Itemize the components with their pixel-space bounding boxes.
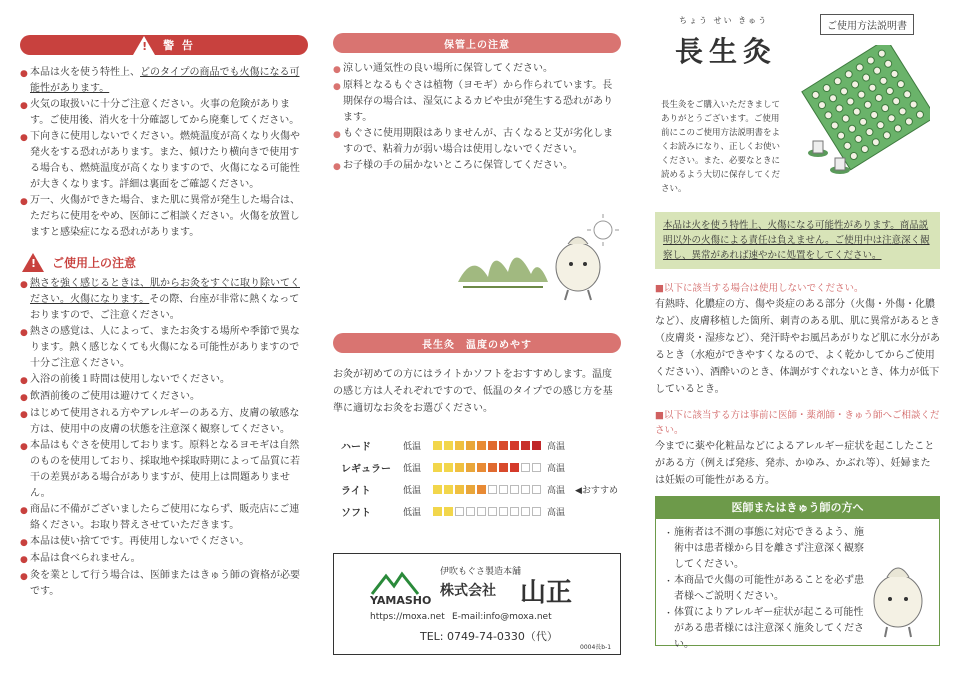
- gauge-segment: [466, 507, 475, 516]
- caution-list: [20, 276, 308, 600]
- warnings-column: [20, 0, 308, 600]
- gauge-high-label: 高温: [547, 441, 566, 452]
- company-box: [333, 553, 621, 655]
- gauge-segment: [510, 507, 519, 516]
- gauge-segment: [433, 507, 442, 516]
- gauge-row: [341, 434, 621, 456]
- doctor-panel-header: 医師またはきゅう師の方へ: [656, 497, 939, 519]
- gauge-segment: [499, 485, 508, 494]
- storage-item: ● 原料となるもぐさは植物（ヨモギ）から作られています。長期保存の場合は、湿気によるカビや虫が発生する恐れがあります。: [333, 78, 621, 126]
- gauge-bar: [433, 485, 541, 494]
- gauge-segment: [455, 485, 464, 494]
- caution-item: ● 灸を業として行う場合は、医師またはきゅう師の資格が必要です。: [20, 568, 308, 600]
- gauge-bar: [433, 507, 541, 516]
- warning-triangle-icon: !: [133, 36, 155, 55]
- moxa-mascot-icon: [863, 549, 933, 639]
- gauge-segment: [521, 463, 530, 472]
- temperature-intro: お灸が初めての方にはライトかソフトをおすすめします。温度の感じ方は人それぞれですので、低温のタイプでの感じ方を基準に適切なお灸をお選びください。: [333, 369, 613, 414]
- gauge-segment: [433, 485, 442, 494]
- mugwort-plant-icon: [458, 257, 548, 287]
- bullet-icon: ●: [20, 393, 28, 403]
- bullet-icon: ●: [20, 328, 28, 338]
- smoke-sun-icon: [587, 214, 619, 246]
- gauge-segment: [521, 441, 530, 450]
- bullet-icon: ・: [664, 577, 674, 587]
- gauge-segment: [532, 463, 541, 472]
- gauge-segment: [532, 507, 541, 516]
- consult-section: ■以下に該当する方は事前に医師・薬剤師・きゅう師へご相談ください。 今までに薬や化粧品などによるアレルギー症状を起こしたことがある方（例えば発疹、発赤、かゆみ、かぶれ等）、妊婦または妊娠の可能性がある方。: [655, 410, 940, 486]
- caution-item: ● 本品はもぐさを使用しております。原料となるヨモギは自然のものを使用しており、採取地や採取時期によって品質に若干の差異がある場合がありますが、使用上は問題ありません。: [20, 438, 308, 502]
- gauge-segment: [455, 463, 464, 472]
- bullet-icon: ●: [20, 442, 28, 452]
- gauge-bar: [433, 463, 541, 472]
- bullet-icon: ●: [20, 197, 28, 207]
- gauge-segment: [444, 485, 453, 494]
- warning-header: ! 警 告: [20, 35, 308, 55]
- bullet-icon: ●: [20, 69, 28, 79]
- phone-number: TEL: 0749-74-0330（代）: [420, 630, 558, 643]
- temperature-gauges: [341, 434, 621, 522]
- caution-item: ● 本品は使い捨てです。再使用しないでください。: [20, 534, 308, 551]
- storage-column: [333, 0, 621, 651]
- bullet-icon: ●: [333, 162, 341, 172]
- gauge-low-label: 低温: [403, 441, 422, 452]
- bullet-icon: ●: [20, 410, 28, 420]
- email-link[interactable]: E-mail:info@moxa.net: [452, 612, 552, 622]
- company-subtitle: 伊吹もぐさ製造本舗: [440, 567, 522, 577]
- warning-item: ● 火気の取扱いに十分ご注意ください。火事の危険があります。ご使用後、消火を十分確認してから廃棄してください。: [20, 97, 308, 129]
- gauge-segment: [488, 441, 497, 450]
- bullet-icon: ●: [20, 280, 28, 290]
- bullet-icon: ●: [333, 65, 341, 75]
- bullet-icon: ●: [20, 376, 28, 386]
- bullet-icon: ●: [333, 130, 341, 140]
- gauge-segment: [433, 441, 442, 450]
- company-prefix: 株式会社: [440, 583, 496, 599]
- gauge-segment: [488, 463, 497, 472]
- yamasho-mountain-logo-icon: [370, 570, 430, 596]
- bullet-icon: ・: [664, 529, 674, 539]
- gauge-low-label: 低温: [403, 507, 422, 518]
- gauge-segment: [499, 441, 508, 450]
- gauge-segment: [532, 485, 541, 494]
- bullet-icon: ●: [20, 572, 28, 582]
- document-title-tag: ご使用方法説明書: [820, 14, 914, 35]
- temperature-header: 長生灸 温度のめやす: [333, 333, 621, 353]
- caution-item: ● 入浴の前後１時間は使用しないでください。: [20, 372, 308, 389]
- gauge-segment: [455, 441, 464, 450]
- bullet-icon: ●: [20, 506, 28, 516]
- gauge-low-label: 低温: [403, 485, 422, 496]
- fire-notice-box: 本品は火を使う特性上、火傷になる可能性があります。商品説明以外の火傷による責任は負えません。ご使用中は注意深く観察し、異常があれば速やかに処置をしてください。: [655, 212, 940, 269]
- gauge-name: レギュラー: [341, 463, 391, 475]
- gauge-segment: [444, 441, 453, 450]
- bullet-icon: ●: [20, 101, 28, 111]
- gauge-segment: [510, 463, 519, 472]
- caution-header: ! ご使用上の注意: [22, 253, 308, 272]
- gauge-low-label: 低温: [403, 463, 422, 474]
- gauge-segment: [466, 463, 475, 472]
- bullet-icon: ●: [20, 555, 28, 565]
- doctor-item: ・ 施術者は不測の事態に対応できるよう、施術中は患者様から目を離さず注意深く観察してください。: [664, 525, 864, 573]
- doctor-item: ・ 本商品で火傷の可能性があることを必ず患者様へご説明ください。: [664, 573, 864, 605]
- gauge-segment: [455, 507, 464, 516]
- gauge-segment: [488, 485, 497, 494]
- storage-item: ● 涼しい通気性の良い場所に保管してください。: [333, 61, 621, 78]
- document-code: 0004長b-1: [580, 644, 612, 651]
- gauge-recommend-label: ◀おすすめ: [575, 485, 619, 496]
- doctor-panel: [655, 496, 940, 650]
- gauge-high-label: 高温: [547, 507, 566, 518]
- caution-item: ● 飲酒前後のご使用は避けてください。: [20, 389, 308, 406]
- caution-triangle-icon: !: [22, 253, 44, 272]
- storage-list: [333, 61, 621, 175]
- gauge-segment: [510, 485, 519, 494]
- logo-reading: ちょう せい きゅう: [679, 16, 769, 25]
- storage-item: ● もぐさに使用期限はありませんが、古くなると艾が劣化しますので、粘着力が弱い場合は使用しないでください。: [333, 126, 621, 158]
- storage-header: 保管上の注意: [333, 33, 621, 53]
- bullet-icon: ●: [20, 538, 28, 548]
- gauge-name: ソフト: [341, 507, 371, 519]
- mascot-illustration: [453, 212, 653, 307]
- bullet-icon: ・: [664, 609, 674, 619]
- gauge-segment: [521, 485, 530, 494]
- storage-item: ● お子様の手の届かないところに保管してください。: [333, 158, 621, 175]
- gauge-segment: [477, 441, 486, 450]
- greeting-text: 長生灸をご購入いただきまして ありがとうございます。ご使用前にこのご使用方法説明書をよくお読みになり、正しくお使いください。また、必要なときに読めるよう大切に保存してください。: [661, 100, 781, 194]
- gauge-segment: [521, 507, 530, 516]
- warning-item: ● 本品は火を使う特性上、どのタイプの商品でも火傷になる可能性があります。: [20, 65, 308, 97]
- warning-item: ● 万一、火傷ができた場合、また肌に異常が発生した場合は、ただちに使用をやめ、医師にご相談ください。火傷を放置しますと感染症になる恐れがあります。: [20, 193, 308, 241]
- doctor-item: ・ 体質によりアレルギー症状が起こる可能性がある患者様には注意深く施灸してください。: [664, 605, 864, 653]
- caution-item: ● 熱さを強く感じるときは、肌からお灸をすぐに取り除いてください。火傷になります。その際、台座が非常に熱くなっておりますので、ご注意ください。: [20, 276, 308, 324]
- warning-list: [20, 65, 308, 241]
- gauge-segment: [488, 507, 497, 516]
- gauge-row: [341, 478, 621, 500]
- bullet-icon: ●: [20, 133, 28, 143]
- gauge-high-label: 高温: [547, 463, 566, 474]
- gauge-segment: [444, 507, 453, 516]
- moxa-character-icon: [556, 237, 600, 300]
- gauge-segment: [444, 463, 453, 472]
- gauge-name: ライト: [341, 485, 371, 497]
- gauge-segment: [466, 485, 475, 494]
- gauge-segment: [499, 507, 508, 516]
- gauge-name: ハード: [341, 441, 371, 453]
- gauge-segment: [477, 485, 486, 494]
- caution-item: ● 熱さの感覚は、人によって、またお灸する場所や季節で異なります。熱く感じなくても火傷になる可能性がありますので十分ご注意ください。: [20, 324, 308, 372]
- website-link[interactable]: https://moxa.net: [370, 612, 445, 622]
- bullet-icon: ●: [333, 82, 341, 92]
- company-name: 山正: [520, 578, 573, 608]
- gauge-segment: [532, 441, 541, 450]
- warning-item: ● 下向きに使用しないでください。燃焼温度が高くなり火傷や発火をする恐れがあります。また、傾けたり横向きで使用する場合も、燃焼温度が高くなりますので、火傷になる可能性が大きくなります。詳細は裏面をご確認ください。: [20, 129, 308, 193]
- gauge-segment: [477, 463, 486, 472]
- gauge-row: [341, 500, 621, 522]
- doctor-list: [656, 519, 872, 653]
- brand-name: YAMASHO: [370, 594, 432, 607]
- gauge-segment: [466, 441, 475, 450]
- caution-item: ● はじめて使用される方やアレルギーのある方、皮膚の敏感な方は、使用中の皮膚の状態を注意深く観察してください。: [20, 406, 308, 438]
- gauge-row: [341, 456, 621, 478]
- gauge-segment: [433, 463, 442, 472]
- caution-item: ● 商品に不備がございましたらご使用にならず、販売店にご連絡ください。お取り替えさせていただきます。: [20, 502, 308, 534]
- product-logo: 長生灸: [675, 35, 778, 68]
- gauge-segment: [499, 463, 508, 472]
- no-use-section: ■以下に該当する場合は使用しないでください。 有熱時、化膿症の方、傷や炎症のある部分（火傷・外傷・化膿など）、皮膚移植した箇所、刺青のある肌、肌に異常があるとき（皮膚炎・湿疹など）、発汗時やお風呂あがりなど肌に水分があるとき（水疱ができやすくなるので、よく乾かしてからご使用ください）、酒酔いのとき、体調がすぐれないとき、体力が低下しているとき。: [655, 283, 940, 395]
- gauge-bar: [433, 441, 541, 450]
- gauge-segment: [477, 507, 486, 516]
- moxa-sheet-illustration: [800, 45, 930, 180]
- caution-item: ● 本品は食べられません。: [20, 551, 308, 568]
- gauge-high-label: 高温: [547, 485, 566, 496]
- gauge-segment: [510, 441, 519, 450]
